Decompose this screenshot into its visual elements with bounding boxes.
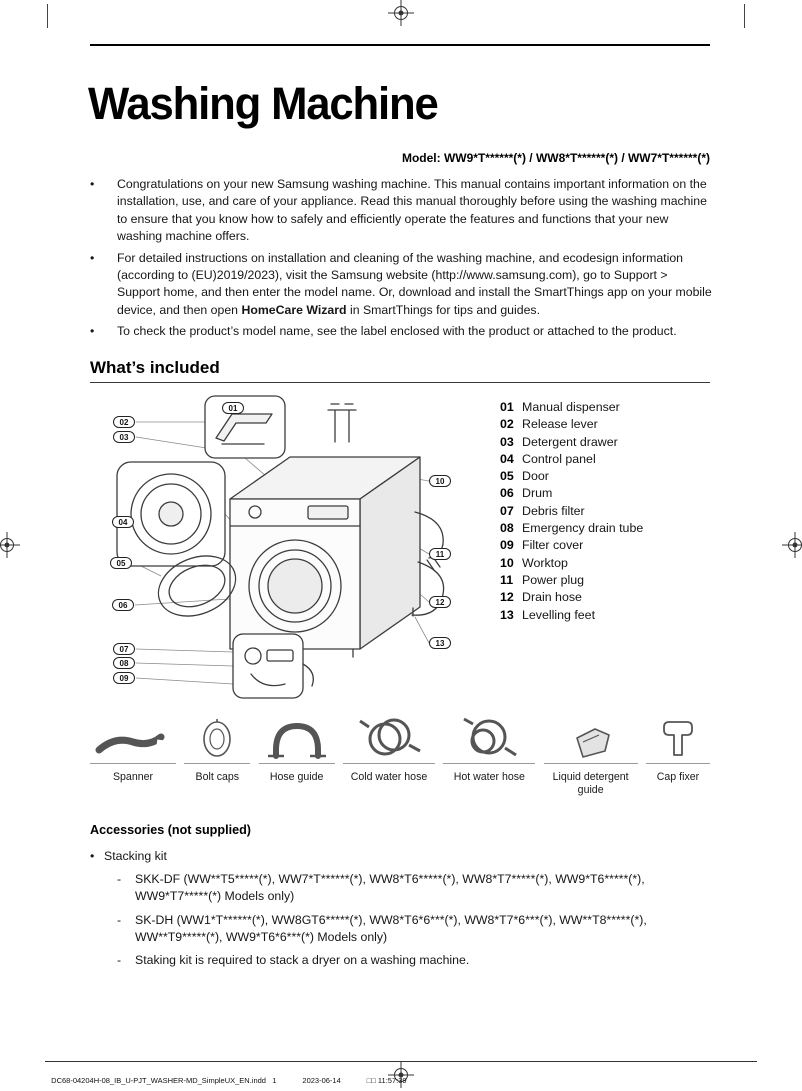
dash-marker: - — [117, 953, 122, 968]
callout-13: 13 — [429, 637, 451, 649]
bullet-marker: • — [90, 250, 95, 265]
legend-item — [500, 572, 643, 589]
intro-bullets — [90, 176, 712, 345]
accessory-label: Liquid detergent guide — [552, 771, 629, 796]
cap-fixer-icon — [646, 712, 710, 760]
accessory-label: Bolt caps — [195, 771, 240, 783]
legend-num: 10 — [500, 555, 514, 570]
legend-item — [500, 520, 643, 537]
legend-item — [500, 468, 643, 485]
legend-label: Door — [522, 469, 549, 484]
intro-bullet — [90, 250, 712, 320]
legend-label: Detergent drawer — [522, 434, 618, 449]
trim-mark-icon — [744, 4, 745, 28]
stacking-kit-bullet — [90, 848, 712, 865]
accessory-item — [343, 712, 435, 797]
accessory-underline — [443, 763, 535, 764]
legend-item — [500, 416, 643, 433]
legend-label: Debris filter — [522, 503, 585, 518]
model-line: Model: WW9*T******(*) / WW8*T******(*) / WW7*T******(*) — [401, 151, 710, 165]
callout-04: 04 — [112, 516, 134, 528]
legend-num: 08 — [500, 521, 514, 536]
section-rule — [90, 382, 710, 383]
dash-marker: - — [117, 912, 122, 927]
intro-bullet-text-before: For detailed instructions on installation and cleaning of the washing machine, and ecodesign information (according to (EU)2019/2023), visit the Samsung website (http://www.samsung.com), go to Support > Support home, and then enter the model name. Or, download and install the SmartThings app on your mobile device, and then open — [117, 250, 712, 317]
legend-label: Manual dispenser — [522, 400, 620, 414]
legend-label: Worktop — [522, 555, 568, 570]
legend-label: Filter cover — [522, 538, 584, 553]
legend-num: 06 — [500, 486, 514, 501]
callout-12: 12 — [429, 596, 451, 608]
page-title: Washing Machine — [88, 78, 438, 129]
title-rule — [90, 44, 710, 46]
callout-09: 09 — [113, 672, 135, 684]
legend-num: 13 — [500, 607, 514, 622]
accessory-underline — [259, 763, 335, 764]
footer-rule — [45, 1061, 757, 1062]
legend-item — [500, 537, 643, 554]
legend-num: 11 — [500, 572, 514, 587]
accessory-underline — [184, 763, 250, 764]
accessory-underline — [90, 763, 176, 764]
accessory-label: Cold water hose — [350, 771, 428, 783]
legend-label: Release lever — [522, 417, 598, 432]
intro-bullet-text-after: in SmartThings for tips and guides. — [346, 302, 540, 317]
bullet-marker: • — [90, 177, 95, 191]
legend-num: 04 — [500, 451, 514, 466]
callout-02: 02 — [113, 416, 135, 428]
stacking-kit-model-text: SKK-DF (WW**T5*****(*), WW7*T******(*), WW8*T6*****(*), WW8*T7*****(*), WW9*T6*****(*), WW9*T7*****(*) Models only) — [135, 871, 645, 904]
callout-03: 03 — [113, 431, 135, 443]
accessory-label: Spanner — [112, 771, 154, 783]
accessory-label: Cap fixer — [656, 771, 700, 783]
legend-item — [500, 434, 643, 451]
stacking-kit-note-text: Staking kit is required to stack a dryer on a washing machine. — [135, 953, 470, 968]
legend-num: 12 — [500, 590, 514, 605]
accessory-label: Hot water hose — [453, 771, 525, 783]
footer-filename: DC68-04204H-08_IB_U-PJT_WASHER-MD_SimpleUX_EN.indd 1 — [51, 1076, 277, 1085]
intro-bullet-text — [117, 250, 712, 320]
legend-label: Drain hose — [522, 590, 582, 605]
callout-10: 10 — [429, 475, 451, 487]
legend-item — [500, 451, 643, 468]
legend-item — [500, 485, 643, 502]
legend-label: Emergency drain tube — [522, 521, 644, 536]
accessory-item — [544, 712, 638, 797]
callout-11: 11 — [429, 548, 451, 560]
intro-bullet — [90, 176, 712, 246]
hot-water-hose-icon — [443, 712, 535, 760]
bullet-marker: • — [90, 324, 95, 339]
bullet-marker: • — [90, 849, 95, 864]
legend-item — [500, 399, 643, 416]
stacking-kit-note-item — [90, 952, 712, 969]
accessories-heading: Accessories (not supplied) — [90, 823, 251, 837]
footer-imprint — [47, 1067, 433, 1085]
accessory-item — [184, 712, 250, 797]
trim-mark-icon — [47, 4, 48, 28]
legend-num: 03 — [500, 434, 514, 449]
footer-date: 2023-06-14 — [302, 1076, 341, 1085]
spanner-icon — [90, 712, 176, 760]
accessory-underline — [343, 763, 435, 764]
legend-label: Power plug — [522, 572, 584, 587]
registration-mark-icon — [782, 532, 802, 558]
footer-time: □□ 11:57:39 — [366, 1076, 407, 1085]
callout-06: 06 — [112, 599, 134, 611]
registration-mark-icon — [388, 0, 414, 26]
stacking-kit-model-item — [90, 912, 712, 947]
intro-bullet — [90, 323, 712, 340]
accessory-item — [443, 712, 535, 797]
intro-bullet-text: Congratulations on your new Samsung washing machine. This manual contains important information on the installation, use, and care of your appliance. Read this manual thoroughly before using the washing machine to ensure that you know how to safely and efficiently operate the features and functions that your new washing machine offers. — [117, 177, 707, 244]
bolt-caps-icon — [184, 712, 250, 760]
legend-label: Levelling feet — [522, 607, 596, 622]
callout-07: 07 — [113, 643, 135, 655]
accessory-label: Hose guide — [269, 771, 324, 783]
liquid-detergent-guide-icon — [544, 712, 638, 760]
washer-diagram — [95, 394, 465, 702]
stacking-kit-label: Stacking kit — [104, 849, 167, 864]
stacking-kit-model-item — [90, 871, 712, 906]
accessory-item — [90, 712, 176, 797]
accessory-underline — [544, 763, 638, 764]
callout-05: 05 — [110, 557, 132, 569]
washing-machine-illustration-icon — [95, 394, 465, 702]
registration-mark-icon — [0, 532, 20, 558]
cold-water-hose-icon — [343, 712, 435, 760]
accessories-row — [90, 712, 710, 797]
intro-bullet-text: To check the product’s model name, see the label enclosed with the product or attached to the product. — [117, 324, 677, 339]
homecare-wizard-bold: HomeCare Wizard — [241, 302, 347, 317]
accessories-section — [90, 822, 712, 976]
legend-num: 02 — [500, 417, 514, 432]
accessory-underline — [646, 763, 710, 764]
legend-label: Drum — [522, 486, 553, 501]
legend-item — [500, 607, 643, 624]
legend-num: 07 — [500, 503, 514, 518]
whats-included-heading: What’s included — [90, 358, 220, 377]
dash-marker: - — [117, 871, 122, 886]
hose-guide-icon — [259, 712, 335, 760]
legend-item — [500, 589, 643, 606]
stacking-kit-model-text: SK-DH (WW1*T******(*), WW8GT6*****(*), WW8*T6*6***(*), WW8*T7*6***(*), WW**T8*****(*), WW**T9*****(*), WW9*T6*6***(*) Models only) — [135, 912, 647, 945]
accessory-item — [646, 712, 710, 797]
callout-01: 01 — [222, 402, 244, 414]
parts-legend — [500, 399, 643, 624]
legend-num: 05 — [500, 469, 514, 484]
legend-label: Control panel — [522, 451, 596, 466]
legend-item — [500, 503, 643, 520]
legend-num: 01 — [500, 400, 514, 414]
legend-num: 09 — [500, 538, 514, 553]
accessory-item — [259, 712, 335, 797]
legend-item — [500, 555, 643, 572]
callout-08: 08 — [113, 657, 135, 669]
